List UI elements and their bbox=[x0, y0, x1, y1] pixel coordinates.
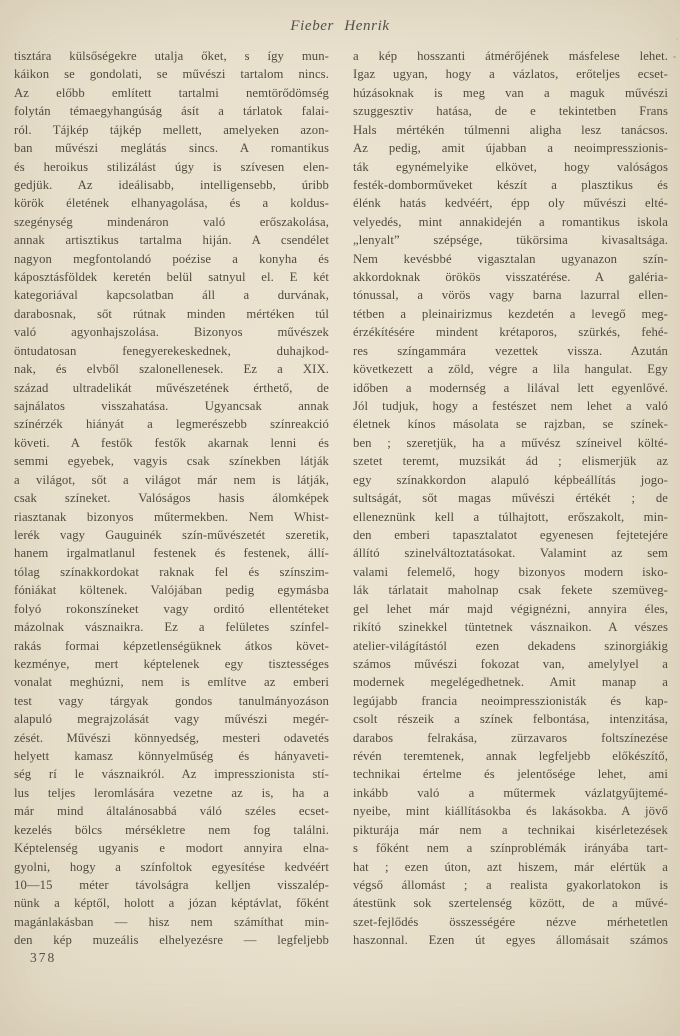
text-line: valami felemelő, hogy bizonyos modern isko- bbox=[353, 564, 668, 579]
text-line: kategoriával kapcsolatban áll a durvának, bbox=[14, 288, 329, 303]
text-line: szet-fejlődés összességére nézve mérhetetlen bbox=[353, 914, 668, 929]
text-line: magánlakásban — hisz nem számíthat min- bbox=[14, 914, 329, 929]
text-line: káposztásföldek keretén belül satnyul el. E két bbox=[14, 270, 329, 285]
text-line: révén teremtenek, annak legfeljebb előkészítő, bbox=[353, 749, 668, 764]
text-line: test vagy tárgyak gondos tanulmányozáson bbox=[14, 693, 329, 708]
text-line: a kép hosszanti átmérőjének másfelese lehet. bbox=[353, 49, 668, 63]
page-number: 378 bbox=[30, 950, 57, 965]
text-line: inkább való a műtermek vázlatgyűjtemé- bbox=[353, 785, 668, 800]
text-line: érzékítésére mindent krétaporos, szürkés, fehé- bbox=[353, 325, 668, 340]
text-line: lerék vagy Gauguinék szín-művészetét szeretik, bbox=[14, 527, 329, 542]
text-line: tónussal, a vörös vagy barna lazurral ellen- bbox=[353, 288, 668, 303]
text-line: lus teljes leromlására vezetne az is, ha a bbox=[14, 785, 329, 800]
text-line: „lenyalt” szépsége, tükörsima kivasaltsága. bbox=[353, 233, 668, 248]
text-line: legújabb francia neoimpresszionisták és kap- bbox=[353, 693, 668, 708]
text-line: szuggesztiv hatása, de e tekintetben Frans bbox=[353, 104, 668, 119]
text-line: mázolnak vásznaikra. Ez a felületes színfel- bbox=[14, 620, 329, 635]
text-line: tisztára külsőségekre utalja őket, s így mun- bbox=[14, 49, 329, 63]
text-line: vonalat meghúzni, nem is említve az emberi bbox=[14, 675, 329, 690]
text-line: végső állomást ; a realista gyakorlatokon is bbox=[353, 877, 668, 892]
text-line: életnek kínos másolata se rajzban, se színek- bbox=[353, 417, 668, 432]
text-line: tétben a pleinairizmus kezdetén a levegő meg- bbox=[353, 306, 668, 321]
text-line: hat ; ezen úton, azt hiszem, már elértük a bbox=[353, 859, 668, 874]
text-line: den emberi tapasztalatot egyenesen fejtetejére bbox=[353, 527, 668, 542]
text-line: hanem irgalmatlanul festenek és festenek, állí- bbox=[14, 546, 329, 561]
text-line: színérzék hiányát a legmerészebb színreakció bbox=[14, 417, 329, 432]
text-line: ták egynémelyike elkövet, hogy valóságos bbox=[353, 159, 668, 174]
text-line: szetet teremt, muzsikát ád ; elismerjük az bbox=[353, 454, 668, 469]
text-line: a világot, sőt a világot már nem is látják, bbox=[14, 472, 329, 487]
text-line: rikító szinekkel tüntetnek vásznaikon. A vészes bbox=[353, 620, 668, 635]
text-line: darabos felrakása, zürzavaros foltszínezése bbox=[353, 730, 668, 745]
text-line: Jól tudjuk, hogy a festészet nem lehet a való bbox=[353, 399, 668, 414]
text-line: haszonnal. Ezen út egyes állomásait számos bbox=[353, 933, 668, 948]
text-line: technikai értelme és jelentősége lehet, ami bbox=[353, 767, 668, 782]
left-column bbox=[14, 47, 329, 950]
text-line: atelier-világítástól ezen dekadens szinorgiákig bbox=[353, 638, 668, 653]
text-line: öntudatosan fenegyerekeskednek, duhajkod- bbox=[14, 343, 329, 358]
text-line: nyeibe, mint kiállításokba és lakásokba. A jövő bbox=[353, 804, 668, 819]
text-line: élénk hatás kedvéért, épp oly művészi elté- bbox=[353, 196, 668, 211]
text-line: húzásoknak is meg van a maguk művészi bbox=[353, 85, 668, 100]
text-line: lák tárlatait maholnap csak fekete szemüveg- bbox=[353, 583, 668, 598]
text-line: tólag színakkordokat raknak fel és színszim- bbox=[14, 564, 329, 579]
text-line: folytán témaegyhangúság ásít a tárlatok falai- bbox=[14, 104, 329, 119]
text-line: s főként nem a színproblémák irányába tart- bbox=[353, 841, 668, 856]
text-line: rakás formai képzetlenségüknek átkos követ- bbox=[14, 638, 329, 653]
text-line: elleneznünk kell a túlhajtott, erőszakolt, min- bbox=[353, 509, 668, 524]
text-line: annak artisztikus tartalma hiján. A csendélet bbox=[14, 233, 329, 248]
text-line: következett a zöld, végre a lila hangulat. Egy bbox=[353, 362, 668, 377]
text-line: ben ; szeretjük, ha a művész színeivel költé- bbox=[353, 435, 668, 450]
text-line: zését. Művészi könnyedség, mesteri odavetés bbox=[14, 730, 329, 745]
text-line: nak, és elvből szalonellenesek. Ez a XIX. bbox=[14, 362, 329, 377]
text-line: ség rí le vásznaikról. Az impresszionista stí- bbox=[14, 767, 329, 782]
text-line: velyedés, mint annakidején a romantikus iskola bbox=[353, 214, 668, 229]
text-line: Igaz ugyan, hogy a vázlatos, erőteljes ecset- bbox=[353, 67, 668, 82]
text-line: alapuló megrajzolását vagy művészi megér- bbox=[14, 712, 329, 727]
text-line: pikturája már nem a technikai kisérletezések bbox=[353, 822, 668, 837]
paper-speck bbox=[673, 56, 676, 58]
text-line: csolt részeik a színek felbontása, intenzitása, bbox=[353, 712, 668, 727]
text-line: való agyonhajszolása. Bizonyos művészek bbox=[14, 325, 329, 340]
text-line: Hals mértékén túlmenni aligha lesz tanácsos. bbox=[353, 122, 668, 137]
running-head: Fieber Henrik bbox=[290, 18, 390, 34]
text-line: Képtelenség ugyanis e modort annyira elna- bbox=[14, 841, 329, 856]
text-line: Az pedig, amit újabban a neoimpresszionis- bbox=[353, 141, 668, 156]
text-line: század ultradelikát művészetének érthető, de bbox=[14, 380, 329, 395]
text-line: káikon se gondolati, se művészi tartalom nincs. bbox=[14, 67, 329, 82]
text-line: res színgammára vezettek vissza. Azután bbox=[353, 343, 668, 358]
text-line: riasztanak bizonyos műtermekben. Nem Whist- bbox=[14, 509, 329, 524]
text-line: ról. Tájkép tájkép mellett, amelyeken azon- bbox=[14, 122, 329, 137]
text-line: akkordoknak örökös visszatérése. A galéria- bbox=[353, 270, 668, 285]
text-line: darabosnak, sőt rútnak minden mértéken túl bbox=[14, 306, 329, 321]
text-line: modernek megelégedhetnek. Amit manap a bbox=[353, 675, 668, 690]
text-line: den kép muzeális elhelyezésre — legfeljebb bbox=[14, 933, 329, 948]
text-line: 10—15 méter távolságra kelljen visszalép- bbox=[14, 877, 329, 892]
text-line: nagyon megfontolandó poézise a konyha és bbox=[14, 251, 329, 266]
text-line: ban művészi meglátás sincs. A romantikus bbox=[14, 141, 329, 156]
text-line: csak színeket. Valóságos hasis álomképek bbox=[14, 491, 329, 506]
text-line: Nem kevésbbé vigasztalan ugyanazon szín- bbox=[353, 251, 668, 266]
text-line: kezelés bölcs mérsékletre nem fog találni. bbox=[14, 822, 329, 837]
paper-speck bbox=[676, 38, 678, 40]
text-line: sajnálatos visszahatása. Ugyancsak annak bbox=[14, 399, 329, 414]
text-line: folyó rokonszíneket vagy orditó ellentéteket bbox=[14, 601, 329, 616]
right-column bbox=[353, 47, 668, 950]
text-line: nünk a képtől, holott a józan képtávlat, főként bbox=[14, 896, 329, 911]
text-line: átestünk sok szertelenség között, de a művé- bbox=[353, 896, 668, 911]
text-line: már mind általánosabbá váló széles ecset- bbox=[14, 804, 329, 819]
text-columns bbox=[14, 47, 668, 950]
text-line: gel lehet már majd végignézni, annyira éles, bbox=[353, 601, 668, 616]
text-line: időben a modernség a lilával lett egyenlővé. bbox=[353, 380, 668, 395]
text-line: és heroikus stilizálást úgy is szívesen elen- bbox=[14, 159, 329, 174]
text-line: sultságát, sőt magas művészi értékét ; de bbox=[353, 491, 668, 506]
text-line: gyolni, hogy a színfoltok egyesítése kedvéért bbox=[14, 859, 329, 874]
text-line: festék-domborműveket készít a plasztikus és bbox=[353, 177, 668, 192]
text-line: számos művészi fokozat van, amelylyel a bbox=[353, 656, 668, 671]
text-line: követi. A festők festők akarnak lenni és bbox=[14, 435, 329, 450]
text-line: szegénység mindenáron való erőszakolása, bbox=[14, 214, 329, 229]
text-line: egy színakkordon alapuló képbeállítás jogo- bbox=[353, 472, 668, 487]
text-line: gedjük. Az ideálisabb, intelligensebb, úribb bbox=[14, 177, 329, 192]
text-line: állító szinelváltoztatásokat. Valamint az sem bbox=[353, 546, 668, 561]
text-line: fóniákat költenek. Valójában pedig egymásba bbox=[14, 583, 329, 598]
text-line: semmi egyebek, vagyis csak színekben látják bbox=[14, 454, 329, 469]
text-line: körök életének elhanyagolása, és a koldus- bbox=[14, 196, 329, 211]
text-line: Az előbb említett tartalmi nemtörődömség bbox=[14, 85, 329, 100]
text-line: helyett kamasz könnyelműség és hányaveti- bbox=[14, 749, 329, 764]
text-line: kezménye, mert képtelenek egy tisztességes bbox=[14, 656, 329, 671]
